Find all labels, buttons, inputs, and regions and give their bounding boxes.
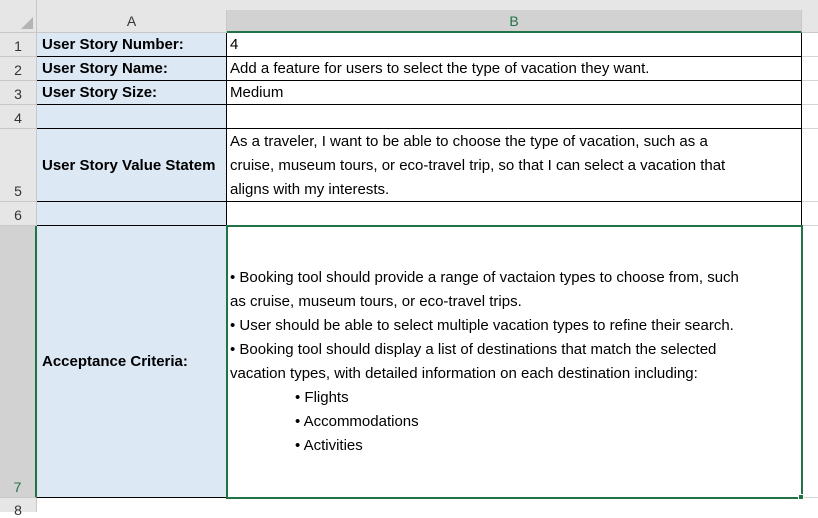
cell-b3[interactable]: Medium: [227, 81, 802, 105]
cell-b6[interactable]: [227, 202, 802, 226]
row-header-7[interactable]: 7: [0, 226, 37, 498]
cell-c4[interactable]: [802, 105, 818, 129]
column-header-b[interactable]: B: [227, 10, 802, 33]
cell-c5[interactable]: [802, 129, 818, 202]
fill-handle[interactable]: [798, 494, 804, 500]
sheet-top-band: [37, 0, 818, 10]
row-header-2[interactable]: 2: [0, 57, 37, 81]
cell-c1[interactable]: [802, 33, 818, 57]
criteria-line: • Booking tool should display a list of destinations that match the selected: [230, 341, 717, 358]
cell-b5[interactable]: [227, 129, 802, 202]
value-statement-line: aligns with my interests.: [230, 181, 390, 198]
criteria-line: vacation types, with detailed information on each destination including:: [230, 365, 698, 382]
cell-c7[interactable]: [802, 226, 818, 498]
sub-bullet-activities: • Activities: [295, 437, 363, 454]
column-header-a[interactable]: A: [37, 10, 227, 33]
criteria-line: • User should be able to select multiple vacation types to refine their search.: [230, 317, 734, 334]
row-header-3[interactable]: 3: [0, 81, 37, 105]
sub-bullet-flights: • Flights: [295, 389, 349, 406]
cell-b4[interactable]: [227, 105, 802, 129]
row-header-1[interactable]: 1: [0, 33, 37, 57]
select-all-button[interactable]: [0, 0, 37, 33]
selected-cell-border: [226, 225, 803, 499]
row-header-5[interactable]: 5: [0, 129, 37, 202]
cell-c6[interactable]: [802, 202, 818, 226]
cell-b2[interactable]: Add a feature for users to select the type of vacation they want.: [227, 57, 802, 81]
value-statement-line: As a traveler, I want to be able to choose the type of vacation, such as a: [230, 133, 708, 150]
cell-a6[interactable]: [37, 202, 227, 226]
cell-a2[interactable]: User Story Name:: [37, 57, 227, 81]
cell-c3[interactable]: [802, 81, 818, 105]
criteria-line: as cruise, museum tours, or eco-travel trips.: [230, 293, 522, 310]
criteria-line: • Booking tool should provide a range of vactaion types to choose from, such: [230, 269, 739, 286]
column-header-c-partial[interactable]: [802, 10, 818, 33]
cell-c2[interactable]: [802, 57, 818, 81]
row-header-8[interactable]: 8: [0, 498, 37, 512]
cell-a3[interactable]: User Story Size:: [37, 81, 227, 105]
cell-b1[interactable]: 4: [227, 33, 802, 57]
row-header-4[interactable]: 4: [0, 105, 37, 129]
cell-a4[interactable]: [37, 105, 227, 129]
value-statement-line: cruise, museum tours, or eco-travel trip, so that I can select a vacation that: [230, 157, 726, 174]
select-all-triangle-icon: [21, 17, 33, 29]
cell-a5[interactable]: User Story Value Statem: [37, 129, 227, 202]
cell-a7[interactable]: Acceptance Criteria:: [37, 226, 227, 498]
row-header-6[interactable]: 6: [0, 202, 37, 226]
sub-bullet-accommodations: • Accommodations: [295, 413, 419, 430]
cell-a1[interactable]: User Story Number:: [37, 33, 227, 57]
